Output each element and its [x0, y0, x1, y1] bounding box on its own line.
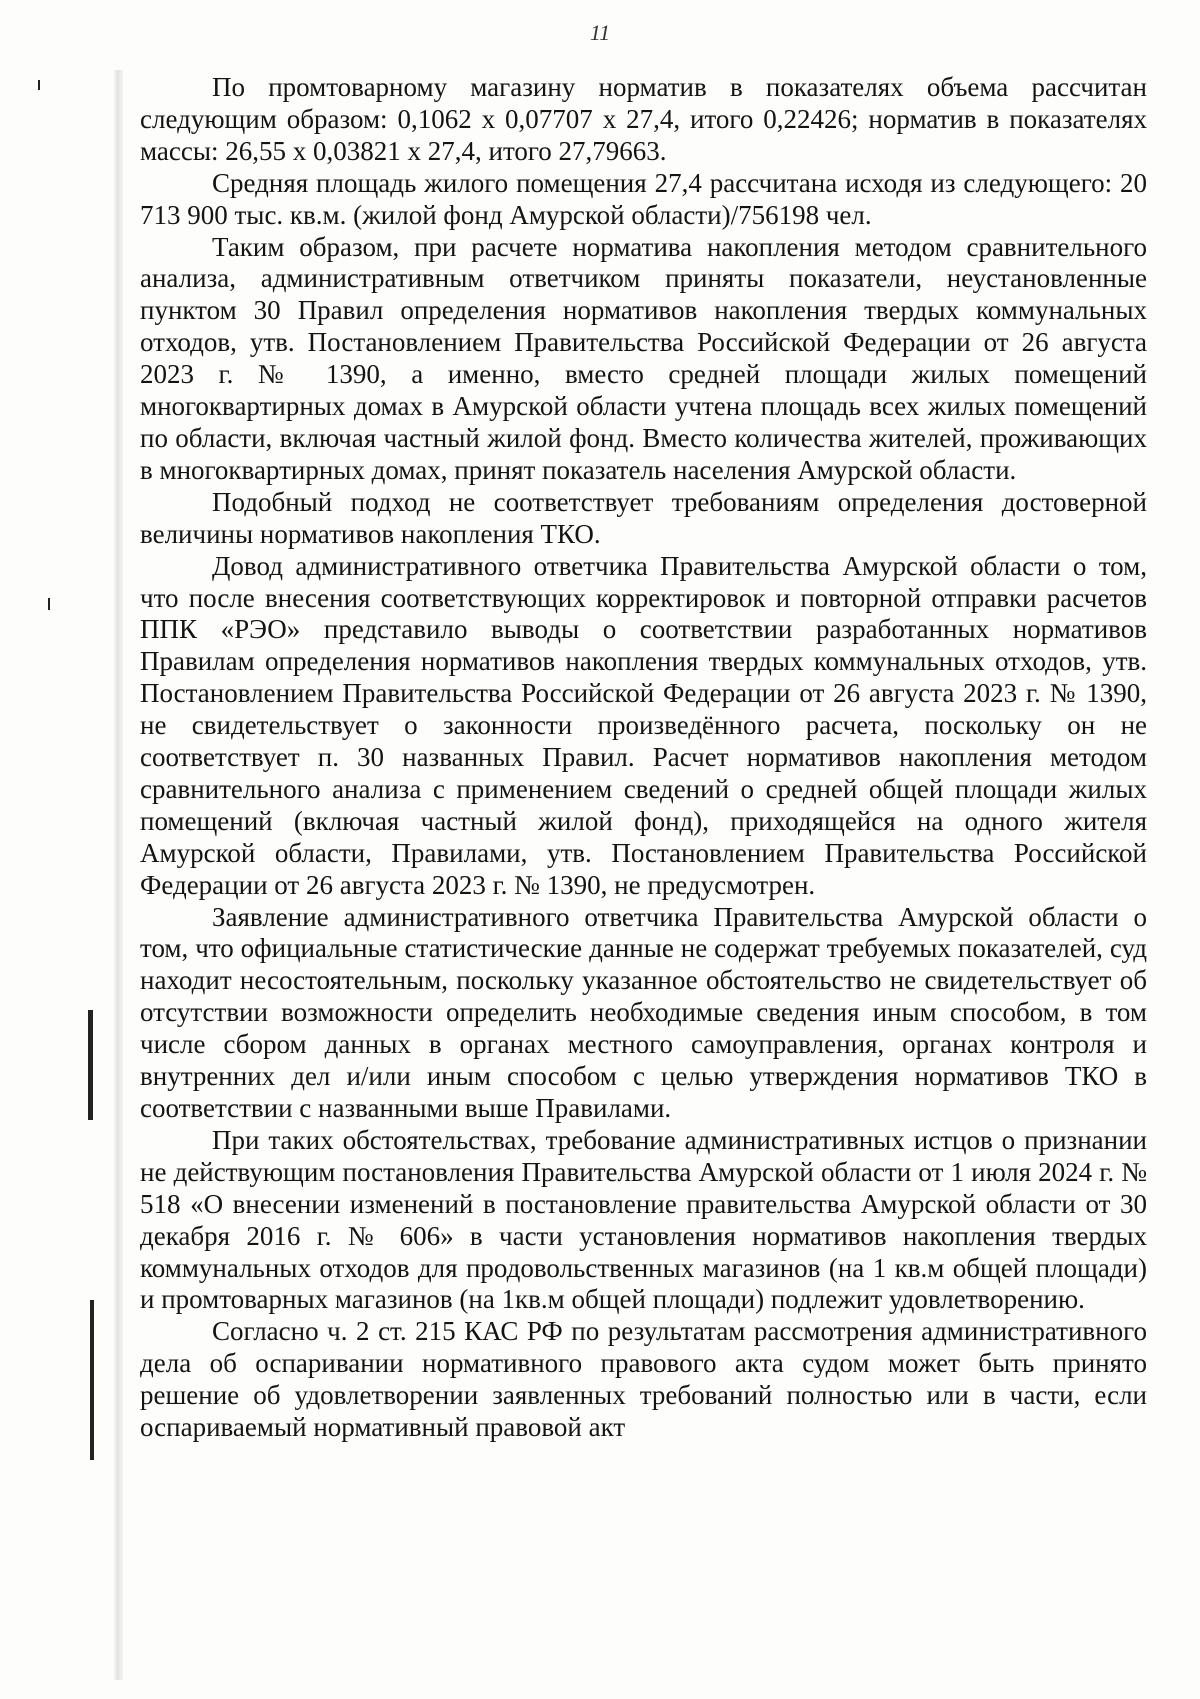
paragraph: Согласно ч. 2 ст. 215 КАС РФ по результатам рассмотрения административного дела об оспаривании нормативного правового акта судом может быть принято решение об удовлетворении заявленных требований полностью или в части, если оспариваемый нормативный правовой акт — [140, 1316, 1147, 1443]
scan-mark — [38, 80, 40, 90]
paragraph: Средняя площадь жилого помещения 27,4 рассчитана исходя из следующего: 20 713 900 тыс. кв.м. (жилой фонд Амурской области)/756198 чел. — [140, 167, 1147, 230]
paragraph: Заявление административного ответчика Правительства Амурской области о том, что официальные статистические данные не содержат требуемых показателей, суд находит несостоятельным, поскольку указанное обстоятельство не свидетельствует об отсутствии возможности определить необходимые сведения иным способом, в том числе сбором данных в органах местного самоуправления, органах контроля и внутренних дел и/или иным способом с целью утверждения нормативов ТКО в соответствии с названными выше Правилами. — [140, 901, 1147, 1123]
paragraph: Таким образом, при расчете норматива накопления методом сравнительного анализа, административным ответчиком приняты показатели, неустановленные пунктом 30 Правил определения нормативов накопления твердых коммунальных отходов, утв. Постановлением Правительства Российской Федерации от 26 августа 2023 г. № 1390, а именно, вместо средней площади жилых помещений многоквартирных домах в Амурской области учтена площадь всех жилых помещений по области, включая частный жилой фонд. Вместо количества жителей, проживающих в многоквартирных домах, принят показатель населения Амурской области. — [140, 231, 1147, 485]
page-number: 11 — [589, 20, 611, 45]
document-body — [140, 72, 1147, 1444]
scan-mark — [48, 598, 50, 610]
scan-mark — [88, 1010, 93, 1120]
scan-shadow-edge — [113, 70, 123, 1680]
paragraph: Подобный подход не соответствует требованиям определения достоверной величины нормативов накопления ТКО. — [140, 486, 1147, 549]
paragraph: По промтоварному магазину норматив в показателях объема рассчитан следующим образом: 0,1062 x 0,07707 x 27,4, итого 0,22426; норматив в показателях массы: 26,55 x 0,03821 x 27,4, итого 27,79663. — [140, 72, 1147, 166]
paragraph: При таких обстоятельствах, требование административных истцов о признании не действующим постановления Правительства Амурской области от 1 июля 2024 г. № 518 «О внесении изменений в постановление правительства Амурской области от 30 декабря 2016 г. № 606» в части установления нормативов накопления твердых коммунальных отходов для продовольственных магазинов (на 1 кв.м общей площади) и промтоварных магазинов (на 1кв.м общей площади) подлежит удовлетворению. — [140, 1124, 1147, 1315]
scan-mark — [90, 1300, 94, 1460]
paragraph: Довод административного ответчика Правительства Амурской области о том, что после внесения соответствующих корректировок и повторной отправки расчетов ППК «РЭО» представило выводы о соответствии разработанных нормативов Правилам определения нормативов накопления твердых коммунальных отходов, утв. Постановлением Правительства Российской Федерации от 26 августа 2023 г. № 1390, не свидетельствует о законности произведённого расчета, поскольку он не соответствует п. 30 названных Правил. Расчет нормативов накопления методом сравнительного анализа с применением сведений о средней общей площади жилых помещений (включая частный жилой фонд), приходящейся на одного жителя Амурской области, Правилами, утв. Постановлением Правительства Российской Федерации от 26 августа 2023 г. № 1390, не предусмотрен. — [140, 550, 1147, 900]
